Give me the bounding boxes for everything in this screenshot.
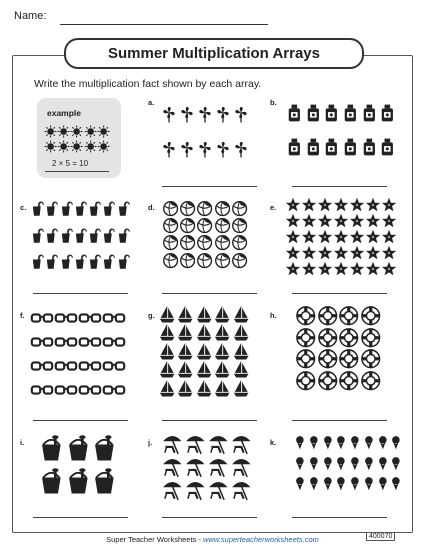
lemonade-glass-icon <box>30 249 44 276</box>
pinwheel-icon <box>196 131 214 166</box>
ice-cream-cone-icon <box>307 432 321 453</box>
sailboat-icon <box>176 379 194 397</box>
beach-ball-icon <box>162 217 179 234</box>
lemonade-glass-icon <box>30 196 44 223</box>
ice-cream-cone-icon <box>389 473 403 494</box>
sailboat-icon <box>232 360 250 378</box>
answer-line-d[interactable] <box>162 293 257 294</box>
beach-ball-icon <box>162 200 179 217</box>
beach-ball-icon <box>214 252 231 269</box>
sun-icon <box>44 124 57 139</box>
sailboat-icon <box>158 323 176 341</box>
ice-cream-cone-icon <box>389 453 403 474</box>
sunscreen-bottle-icon <box>360 96 379 130</box>
array-b <box>285 96 397 164</box>
lemonade-glass-icon <box>116 249 130 276</box>
starfish-icon <box>365 213 381 229</box>
life-ring-icon <box>360 348 382 370</box>
sunglasses-icon <box>30 330 54 354</box>
sailboat-icon <box>195 360 213 378</box>
starfish-icon <box>301 213 317 229</box>
beach-umbrella-chair-icon <box>162 478 185 501</box>
starfish-icon <box>381 245 397 261</box>
sailboat-icon <box>176 342 194 360</box>
sun-icon <box>57 139 70 154</box>
sailboat-icon <box>232 379 250 397</box>
example-answer-line <box>45 171 109 172</box>
starfish-icon <box>381 229 397 245</box>
starfish-icon <box>349 261 365 277</box>
beach-ball-icon <box>162 252 179 269</box>
sun-icon <box>97 139 110 154</box>
beach-ball-icon <box>231 200 248 217</box>
life-ring-icon <box>360 305 382 327</box>
ice-cream-cone-icon <box>334 473 348 494</box>
array-e <box>285 197 397 277</box>
pinwheel-icon <box>196 96 214 131</box>
sun-icon <box>84 124 97 139</box>
sailboat-icon <box>176 360 194 378</box>
life-ring-icon <box>317 305 339 327</box>
sun-icon <box>57 124 70 139</box>
starfish-icon <box>365 197 381 213</box>
starfish-icon <box>333 245 349 261</box>
sailboat-icon <box>195 323 213 341</box>
sunscreen-bottle-icon <box>304 130 323 164</box>
problem-label: a. <box>148 98 155 107</box>
answer-line-f[interactable] <box>33 420 128 421</box>
sailboat-icon <box>158 342 176 360</box>
sailboat-icon <box>195 342 213 360</box>
lemonade-glass-icon <box>101 196 115 223</box>
array-i <box>38 432 118 498</box>
lemonade-glass-icon <box>30 223 44 250</box>
sailboat-icon <box>195 379 213 397</box>
sailboat-icon <box>158 379 176 397</box>
pinwheel-icon <box>178 96 196 131</box>
beach-ball-icon <box>179 217 196 234</box>
sailboat-icon <box>176 305 194 323</box>
starfish-icon <box>285 197 301 213</box>
ice-cream-cone-icon <box>348 453 362 474</box>
lemonade-glass-icon <box>101 249 115 276</box>
starfish-icon <box>349 229 365 245</box>
name-line[interactable] <box>60 24 268 25</box>
sand-bucket-icon <box>65 465 92 498</box>
example-array <box>44 124 110 154</box>
sunscreen-bottle-icon <box>304 96 323 130</box>
beach-ball-icon <box>162 234 179 251</box>
worksheet-title: Summer Multiplication Arrays <box>64 38 364 69</box>
sailboat-icon <box>213 305 231 323</box>
ice-cream-cone-icon <box>362 432 376 453</box>
footer-text: Super Teacher Worksheets - <box>106 535 203 544</box>
starfish-icon <box>301 245 317 261</box>
ice-cream-cone-icon <box>293 432 307 453</box>
lemonade-glass-icon <box>73 196 87 223</box>
ice-cream-cone-icon <box>348 473 362 494</box>
sand-bucket-icon <box>38 432 65 465</box>
starfish-icon <box>349 213 365 229</box>
beach-umbrella-chair-icon <box>231 478 254 501</box>
starfish-icon <box>285 229 301 245</box>
starfish-icon <box>317 245 333 261</box>
beach-ball-icon <box>214 234 231 251</box>
sun-icon <box>84 139 97 154</box>
answer-line-k[interactable] <box>292 517 387 518</box>
sailboat-icon <box>213 360 231 378</box>
lemonade-glass-icon <box>44 249 58 276</box>
beach-umbrella-chair-icon <box>231 455 254 478</box>
lemonade-glass-icon <box>73 223 87 250</box>
sunglasses-icon <box>54 378 78 402</box>
ice-cream-cone-icon <box>321 473 335 494</box>
ice-cream-cone-icon <box>293 473 307 494</box>
answer-line-c[interactable] <box>33 293 128 294</box>
sand-bucket-icon <box>38 465 65 498</box>
starfish-icon <box>317 261 333 277</box>
sunglasses-icon <box>54 330 78 354</box>
ice-cream-cone-icon <box>362 473 376 494</box>
starfish-icon <box>349 245 365 261</box>
starfish-icon <box>333 229 349 245</box>
starfish-icon <box>333 197 349 213</box>
lemonade-glass-icon <box>59 223 73 250</box>
array-d <box>162 200 248 268</box>
starfish-icon <box>317 197 333 213</box>
sunscreen-bottle-icon <box>378 96 397 130</box>
array-h <box>295 305 381 391</box>
sailboat-icon <box>176 323 194 341</box>
lemonade-glass-icon <box>44 196 58 223</box>
problem-label: c. <box>20 203 27 212</box>
starfish-icon <box>381 213 397 229</box>
starfish-icon <box>285 213 301 229</box>
sailboat-icon <box>158 360 176 378</box>
sunglasses-icon <box>102 354 126 378</box>
answer-line-b[interactable] <box>292 186 387 187</box>
array-f <box>30 306 126 374</box>
ice-cream-cone-icon <box>362 453 376 474</box>
sand-bucket-icon <box>91 432 118 465</box>
starfish-icon <box>381 197 397 213</box>
ice-cream-cone-icon <box>376 473 390 494</box>
sunscreen-bottle-icon <box>322 130 341 164</box>
array-a <box>160 96 250 166</box>
sunscreen-bottle-icon <box>285 130 304 164</box>
starfish-icon <box>301 261 317 277</box>
sunglasses-icon <box>54 306 78 330</box>
beach-ball-icon <box>179 234 196 251</box>
array-j <box>162 432 254 496</box>
lemonade-glass-icon <box>73 249 87 276</box>
life-ring-icon <box>338 305 360 327</box>
pinwheel-icon <box>178 131 196 166</box>
starfish-icon <box>333 213 349 229</box>
life-ring-icon <box>360 370 382 392</box>
sun-icon <box>97 124 110 139</box>
sunglasses-icon <box>78 354 102 378</box>
sunglasses-icon <box>102 330 126 354</box>
beach-ball-icon <box>231 217 248 234</box>
sunglasses-icon <box>30 354 54 378</box>
starfish-icon <box>301 229 317 245</box>
example-fact: 2 × 5 = 10 <box>52 159 89 168</box>
beach-umbrella-chair-icon <box>231 432 254 455</box>
pinwheel-icon <box>214 96 232 131</box>
lemonade-glass-icon <box>87 249 101 276</box>
life-ring-icon <box>295 348 317 370</box>
sunglasses-icon <box>30 378 54 402</box>
sailboat-icon <box>213 379 231 397</box>
beach-ball-icon <box>231 234 248 251</box>
beach-umbrella-chair-icon <box>162 432 185 455</box>
starfish-icon <box>365 229 381 245</box>
problem-label: e. <box>270 203 277 212</box>
life-ring-icon <box>360 327 382 349</box>
sailboat-icon <box>195 305 213 323</box>
ice-cream-cone-icon <box>307 473 321 494</box>
beach-ball-icon <box>196 252 213 269</box>
sunscreen-bottle-icon <box>285 96 304 130</box>
beach-ball-icon <box>214 217 231 234</box>
sun-icon <box>44 139 57 154</box>
lemonade-glass-icon <box>87 196 101 223</box>
worksheet-code: 400070 <box>366 532 395 541</box>
footer <box>0 535 425 544</box>
answer-line-g[interactable] <box>162 420 257 421</box>
life-ring-icon <box>317 327 339 349</box>
beach-ball-icon <box>179 252 196 269</box>
beach-umbrella-chair-icon <box>208 432 231 455</box>
sailboat-icon <box>232 305 250 323</box>
beach-umbrella-chair-icon <box>208 455 231 478</box>
pinwheel-icon <box>232 131 250 166</box>
life-ring-icon <box>295 327 317 349</box>
sunglasses-icon <box>78 378 102 402</box>
sunglasses-icon <box>30 306 54 330</box>
lemonade-glass-icon <box>87 223 101 250</box>
name-label: Name: <box>14 10 47 22</box>
footer-link[interactable]: www.superteacherworksheets.com <box>202 535 319 544</box>
array-k <box>293 432 403 494</box>
sunglasses-icon <box>102 378 126 402</box>
beach-ball-icon <box>214 200 231 217</box>
problem-label: i. <box>20 438 25 447</box>
ice-cream-cone-icon <box>376 453 390 474</box>
ice-cream-cone-icon <box>321 432 335 453</box>
beach-umbrella-chair-icon <box>185 478 208 501</box>
starfish-icon <box>301 197 317 213</box>
beach-ball-icon <box>196 217 213 234</box>
starfish-icon <box>349 197 365 213</box>
starfish-icon <box>285 245 301 261</box>
beach-ball-icon <box>196 200 213 217</box>
beach-ball-icon <box>196 234 213 251</box>
life-ring-icon <box>317 370 339 392</box>
life-ring-icon <box>338 327 360 349</box>
ice-cream-cone-icon <box>348 432 362 453</box>
ice-cream-cone-icon <box>334 432 348 453</box>
sailboat-icon <box>232 342 250 360</box>
starfish-icon <box>317 213 333 229</box>
sun-icon <box>70 124 83 139</box>
array-g <box>158 305 250 389</box>
life-ring-icon <box>338 370 360 392</box>
ice-cream-cone-icon <box>334 453 348 474</box>
starfish-icon <box>333 261 349 277</box>
pinwheel-icon <box>160 131 178 166</box>
beach-ball-icon <box>231 252 248 269</box>
sailboat-icon <box>213 323 231 341</box>
sunglasses-icon <box>102 306 126 330</box>
problem-label: h. <box>270 311 277 320</box>
sailboat-icon <box>158 305 176 323</box>
pinwheel-icon <box>160 96 178 131</box>
lemonade-glass-icon <box>59 196 73 223</box>
life-ring-icon <box>295 370 317 392</box>
beach-umbrella-chair-icon <box>162 455 185 478</box>
problem-label: g. <box>148 311 155 320</box>
ice-cream-cone-icon <box>376 432 390 453</box>
ice-cream-cone-icon <box>293 453 307 474</box>
beach-umbrella-chair-icon <box>185 432 208 455</box>
starfish-icon <box>365 261 381 277</box>
sun-icon <box>70 139 83 154</box>
lemonade-glass-icon <box>44 223 58 250</box>
ice-cream-cone-icon <box>321 453 335 474</box>
sailboat-icon <box>232 323 250 341</box>
instructions: Write the multiplication fact shown by each array. <box>34 78 262 90</box>
answer-line-i[interactable] <box>33 517 128 518</box>
example-label: example <box>47 108 82 118</box>
sunglasses-icon <box>54 354 78 378</box>
problem-label: b. <box>270 98 277 107</box>
sunscreen-bottle-icon <box>360 130 379 164</box>
lemonade-glass-icon <box>116 196 130 223</box>
ice-cream-cone-icon <box>307 453 321 474</box>
answer-line-a[interactable] <box>162 186 257 187</box>
starfish-icon <box>317 229 333 245</box>
answer-line-e[interactable] <box>292 293 387 294</box>
sunglasses-icon <box>78 330 102 354</box>
array-c <box>30 196 130 276</box>
sand-bucket-icon <box>65 432 92 465</box>
lemonade-glass-icon <box>59 249 73 276</box>
problem-label: f. <box>20 311 25 320</box>
sailboat-icon <box>213 342 231 360</box>
answer-line-j[interactable] <box>162 517 257 518</box>
starfish-icon <box>285 261 301 277</box>
sunscreen-bottle-icon <box>341 96 360 130</box>
life-ring-icon <box>317 348 339 370</box>
pinwheel-icon <box>232 96 250 131</box>
sunscreen-bottle-icon <box>378 130 397 164</box>
sunglasses-icon <box>78 306 102 330</box>
beach-umbrella-chair-icon <box>185 455 208 478</box>
beach-ball-icon <box>179 200 196 217</box>
sunscreen-bottle-icon <box>322 96 341 130</box>
life-ring-icon <box>295 305 317 327</box>
beach-umbrella-chair-icon <box>208 478 231 501</box>
life-ring-icon <box>338 348 360 370</box>
problem-label: d. <box>148 203 155 212</box>
sunscreen-bottle-icon <box>341 130 360 164</box>
lemonade-glass-icon <box>101 223 115 250</box>
starfish-icon <box>365 245 381 261</box>
problem-label: j. <box>148 438 153 447</box>
sand-bucket-icon <box>91 465 118 498</box>
lemonade-glass-icon <box>116 223 130 250</box>
answer-line-h[interactable] <box>292 420 387 421</box>
pinwheel-icon <box>214 131 232 166</box>
ice-cream-cone-icon <box>389 432 403 453</box>
starfish-icon <box>381 261 397 277</box>
problem-label: k. <box>270 438 277 447</box>
